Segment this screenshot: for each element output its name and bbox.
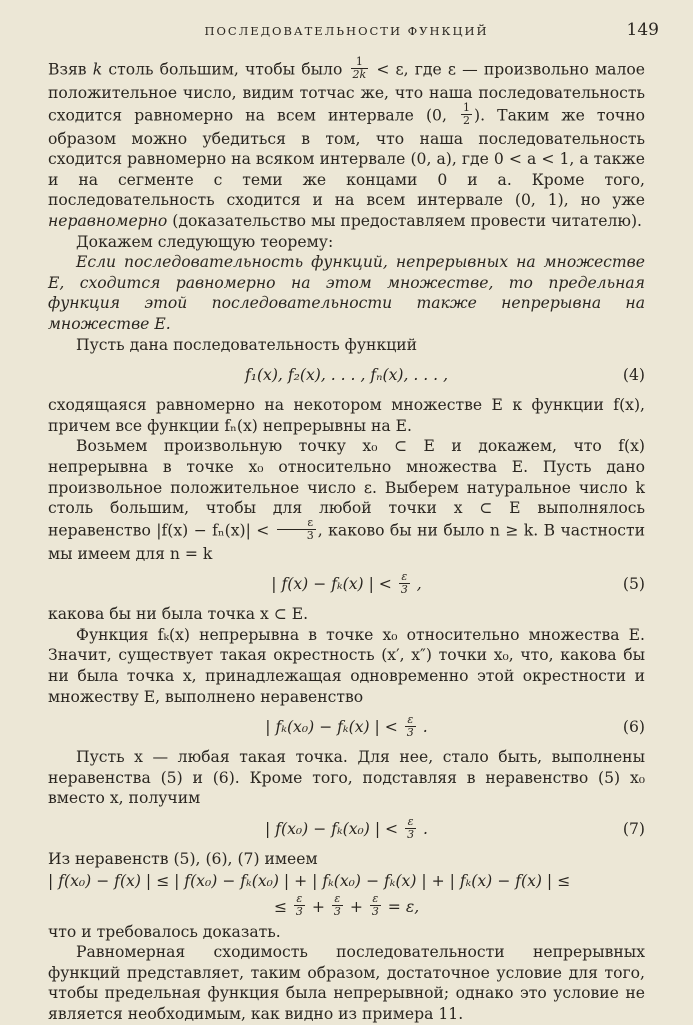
page-body — [48, 55, 645, 1025]
paragraph-6: какова бы ни была точка x ⊂ E. — [48, 605, 309, 624]
text-run: , — [411, 575, 422, 594]
paragraph-3: Пусть дана последовательность функций — [76, 335, 418, 354]
fraction-eps-over-3 — [405, 816, 416, 841]
equation-7-expr — [265, 809, 428, 849]
paragraph-8: Пусть x — любая такая точка. Для нее, стало быть, выполнены неравенства (5) и (6). Кроме того, подставляя в неравенство (5) x₀ вместо x, получим — [48, 748, 645, 808]
text-run: столь большим, чтобы было — [102, 60, 349, 79]
text-run: . — [418, 820, 428, 839]
equation-4 — [48, 355, 645, 395]
text-run: = ε, — [382, 897, 420, 916]
interval-open: (0, — [425, 106, 460, 125]
fraction-denominator: 3 — [371, 905, 379, 919]
text-run: Взяв — [48, 60, 93, 79]
fraction-eps-over-3 — [399, 571, 410, 596]
equation-4-number: (4) — [622, 366, 645, 385]
text-run: + — [344, 897, 368, 916]
fraction-numerator: ε — [399, 571, 410, 584]
text-run: (доказательство мы предоставляем провести читателю). — [167, 211, 643, 230]
equation-chain-line-2 — [48, 892, 645, 922]
paragraph-11: Равномерная сходимость последовательности непрерывных функций представляет, таким образом, достаточное условие для того, чтобы предельная функция была непрерывной; однако это условие не является необходимым, как видно из примера 11. — [48, 943, 645, 1023]
fraction-numerator: ε — [277, 517, 316, 530]
paragraph-2: Докажем следующую теорему: — [76, 232, 334, 251]
fraction-1-over-2k — [351, 56, 369, 81]
equation-4-expr: f₁(x), f₂(x), . . . , fₙ(x), . . . , — [244, 366, 449, 385]
paragraph-7: Функция fₖ(x) непрерывна в точке x₀ относительно множества E. Значит, существует такая окрестность (x′, x″) точки x₀, что, какова бы ни была точка x, принадлежащая одновременно этой окрестности и множеству E, выполнено неравенство — [48, 625, 645, 706]
fraction-numerator: ε — [294, 893, 305, 906]
text-run: неравномерно — [48, 211, 168, 230]
fraction-numerator: 1 — [351, 56, 369, 69]
equation-5-expr — [271, 564, 421, 604]
fraction-denominator: 2k — [352, 68, 367, 81]
running-head — [0, 20, 693, 44]
page-number: 149 — [626, 20, 659, 40]
text-run: | fₖ(x₀) − fₖ(x) | < — [265, 718, 403, 737]
text-run: | f(x) − fₖ(x) | < — [271, 575, 397, 594]
fraction-denominator: 2 — [463, 113, 471, 127]
theorem-statement: Если последовательность функций, непрерывных на множестве E, сходится равномерно на этом множестве, то предельная функция этой последовательности также непрерывна на множестве E. — [48, 253, 645, 333]
fraction-eps-over-3 — [294, 893, 305, 918]
paragraph-10: что и требовалось доказать. — [48, 922, 281, 941]
equation-7-number: (7) — [622, 820, 645, 839]
text-run: ≤ — [273, 897, 292, 916]
paragraph-9: Из неравенств (5), (6), (7) имеем — [48, 850, 318, 869]
fraction-numerator: 1 — [463, 100, 471, 114]
equation-5-number: (5) — [622, 575, 645, 594]
fraction-numerator: ε — [405, 816, 416, 829]
text-run: . Таким же точно образом можно убедиться в том, что наша последовательность сходится равномерно на всяком интервале (0, a), где 0 < a < 1, а также и на сегменте с теми же концами 0 и a. Кроме того, последовательность сходится и на всем интервале (0, 1), но уже — [48, 106, 645, 210]
fraction-denominator: 3 — [406, 725, 414, 739]
running-head-title: ПОСЛЕДОВАТЕЛЬНОСТИ ФУНКЦИЙ — [204, 24, 489, 38]
text-run: < ε, где ε — произвольно малое положительное число, видим тотчас же, что наша последовательность сходится равномерно на всем интервале — [48, 60, 645, 125]
fraction-eps-over-3 — [370, 893, 381, 918]
fraction-denominator: 3 — [407, 827, 415, 841]
fraction-numerator: ε — [405, 714, 416, 727]
interval-close: ) — [474, 106, 481, 125]
text-run: Возьмем произвольную точку x₀ ⊂ E и докажем, что f(x) непрерывна в точке x₀ относительно множества E. Пусть дано произвольное положительное число ε. Выберем натуральное число k столь большим, чтобы для любой точки x ⊂ E выполнялось неравенство |f(x) − fₙ(x)| < — [48, 437, 645, 540]
fraction-numerator: ε — [332, 893, 343, 906]
paragraph-5 — [48, 436, 645, 564]
text-run: , каково бы ни было n ≥ k. В частности мы имеем для n = k — [48, 521, 645, 563]
text-run: . — [417, 718, 428, 737]
fraction-eps-over-3 — [332, 893, 343, 918]
equation-6-number: (6) — [622, 718, 645, 737]
equation-5 — [48, 564, 645, 604]
paragraph-1 — [48, 55, 645, 232]
paragraph-4: сходящаяся равномерно на некотором множестве E к функции f(x), причем все функции fₙ(x) непрерывны на E. — [48, 396, 645, 435]
fraction-eps-over-3 — [405, 714, 416, 739]
fraction-numerator: ε — [370, 893, 381, 906]
text-run: + — [306, 897, 330, 916]
fraction-eps-over-3 — [277, 517, 316, 542]
fraction-denominator: 3 — [295, 905, 303, 919]
fraction-denominator: 3 — [400, 582, 408, 596]
text-run: | f(x₀) − fₖ(x₀) | < — [265, 820, 404, 839]
text-run: k — [92, 60, 103, 79]
fraction-denominator: 3 — [306, 528, 314, 542]
equation-6-expr — [265, 707, 427, 747]
equation-7 — [48, 809, 645, 849]
fraction-1-over-2 — [461, 102, 472, 127]
equation-chain-line-1: | f(x₀) − f(x) | ≤ | f(x₀) − fₖ(x₀) | + | fₖ(x₀) − fₖ(x) | + | fₖ(x) − f(x) | ≤ — [48, 871, 571, 890]
equation-6 — [48, 707, 645, 747]
fraction-denominator: 3 — [333, 905, 341, 919]
